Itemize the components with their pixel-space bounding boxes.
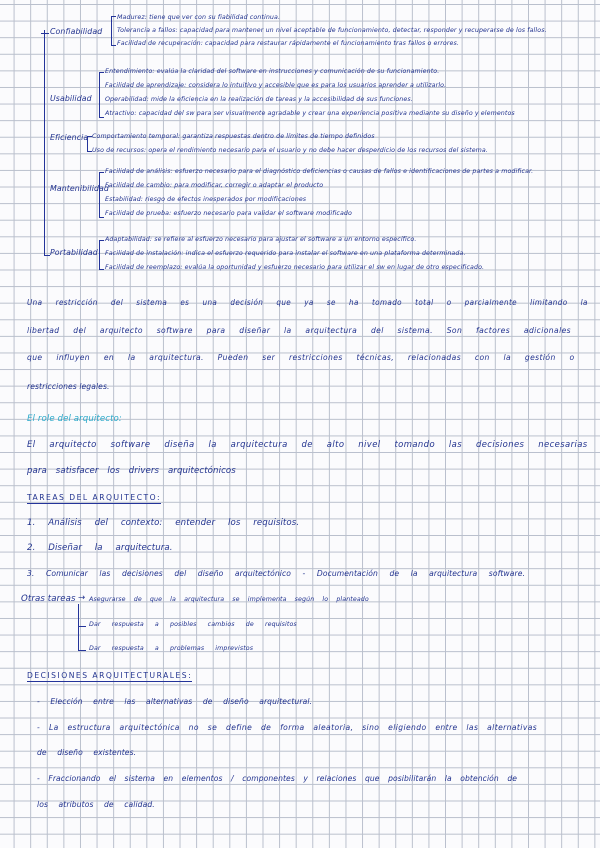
list-item: Facilidad de reemplazo: evalúa la oportunidad y esfuerzo necesario para utilizar el sw en lugar de otro especificado. <box>105 264 485 271</box>
attribute-label-eficiencia: Eficiencia <box>50 133 89 142</box>
list-item: Facilidad de recuperación: capacidad para restaurar rápidamente el funcionamiento tras fallos o errores. <box>117 40 459 47</box>
attribute-label-portabilidad: Portabilidad <box>50 248 98 257</box>
bracket <box>99 172 104 218</box>
list-item: Adaptabilidad: se refiere al esfuerzo necesario para ajustar el software a un entorno específico. <box>105 236 417 243</box>
paragraph-line: restricciones legales. <box>27 382 110 391</box>
list-item: Asegurarse de que la arquitectura se implementa según lo planteado <box>89 596 369 603</box>
paragraph-line: libertad del arquitecto software para diseñar la arquitectura del sistema. Son factores adicionales <box>27 326 572 335</box>
list-item: Facilidad de aprendizaje: considera lo intuitivo y accesible que es para los usuarios aprender a utilizarlo. <box>105 82 447 89</box>
bracket <box>99 240 104 270</box>
list-item: Atractivo: capacidad del sw para ser visualmente agradable y crear una experiencia positiva mediante su diseño y elementos <box>105 110 515 117</box>
list-item: Facilidad de análisis: esfuerzo necesario para el diagnóstico deficiencias o causas de fallos e identificaciones de partes a modificar. <box>105 168 534 175</box>
section-heading: DECISIONES ARQUITECTURALES: <box>27 671 193 680</box>
list-item: Facilidad de prueba: esfuerzo necesario para validar el software modificado <box>105 210 352 217</box>
list-item: Facilidad de cambio: para modificar, corregir o adaptar el producto <box>105 182 324 189</box>
paragraph-line: - Fraccionando el sistema en elementos / componentes y relaciones que posibilitarán la obtención de <box>37 774 518 783</box>
paragraph-line: para satisfacer los drivers arquitectónicos <box>27 466 236 476</box>
list-item: 3. Comunicar las decisiones del diseño arquitectónico - Documentación de la arquitectura software. <box>27 569 525 578</box>
list-item: Estabilidad: riesgo de efectos inesperados por modificaciones <box>105 196 307 203</box>
list-item: Facilidad de instalación: indica el esfuerzo requerido para instalar el software en una plataforma determinada. <box>105 250 466 257</box>
section-heading: El role del arquitecto: <box>27 414 122 424</box>
list-item: 2. Diseñar la arquitectura. <box>27 543 173 553</box>
paragraph-line: los atributos de calidad. <box>37 800 155 809</box>
list-item: 1. Análisis del contexto: entender los requisitos. <box>27 518 300 528</box>
list-item: Uso de recursos: opera el rendimiento necesario para el usuario y no debe hacer desperdicio de los recursos del sistema. <box>92 147 488 154</box>
list-item: Dar respuesta a posibles cambios de requisitos <box>89 621 297 628</box>
otras-tareas-label: Otras tareas <box>21 594 76 604</box>
paragraph-line: de diseño existentes. <box>37 748 137 757</box>
paragraph-line: - La estructura arquitectónica no se define de forma aleatoria, sino eligiendo entre las alternativas <box>37 723 538 732</box>
list-item: Dar respuesta a problemas imprevistos <box>89 645 254 652</box>
paragraph-line: El arquitecto software diseña la arquitectura de alto nivel tomando las decisiones necesarias <box>27 440 588 450</box>
list-item: Comportamiento temporal: garantiza respuestas dentro de límites de tiempo definidos <box>92 133 375 140</box>
list-item: Entendimiento: evalúa la claridad del software en instrucciones y comunicación de su funcionamiento. <box>105 68 440 75</box>
attribute-label-confiabilidad: Confiabilidad <box>50 27 103 36</box>
list-item: Operabilidad: mide la eficiencia en la realización de tareas y la accesibilidad de sus funciones. <box>105 96 413 103</box>
attribute-label-mantenibilidad: Mantenibilidad <box>50 184 109 193</box>
bracket <box>111 16 116 46</box>
section-heading: TAREAS DEL ARQUITECTO: <box>27 493 162 502</box>
paragraph-line: - Elección entre las alternativas de diseño arquitectural. <box>37 697 313 706</box>
paragraph-line: Una restricción del sistema es una decisión que ya se ha tomado total o parcialmente limitando la <box>27 298 588 307</box>
list-item: Madurez: tiene que ver con su fiabilidad continua. <box>117 14 281 21</box>
list-item: Tolerancia a fallos: capacidad para mantener un nivel aceptable de funcionamiento, detectar, responder y recuperarse de los fallos. <box>117 27 547 34</box>
paragraph-line: que influyen en la arquitectura. Pueden ser restricciones técnicas, relacionadas con la gestión o <box>27 353 575 362</box>
attribute-label-usabilidad: Usabilidad <box>50 94 92 103</box>
bracket <box>99 72 104 118</box>
